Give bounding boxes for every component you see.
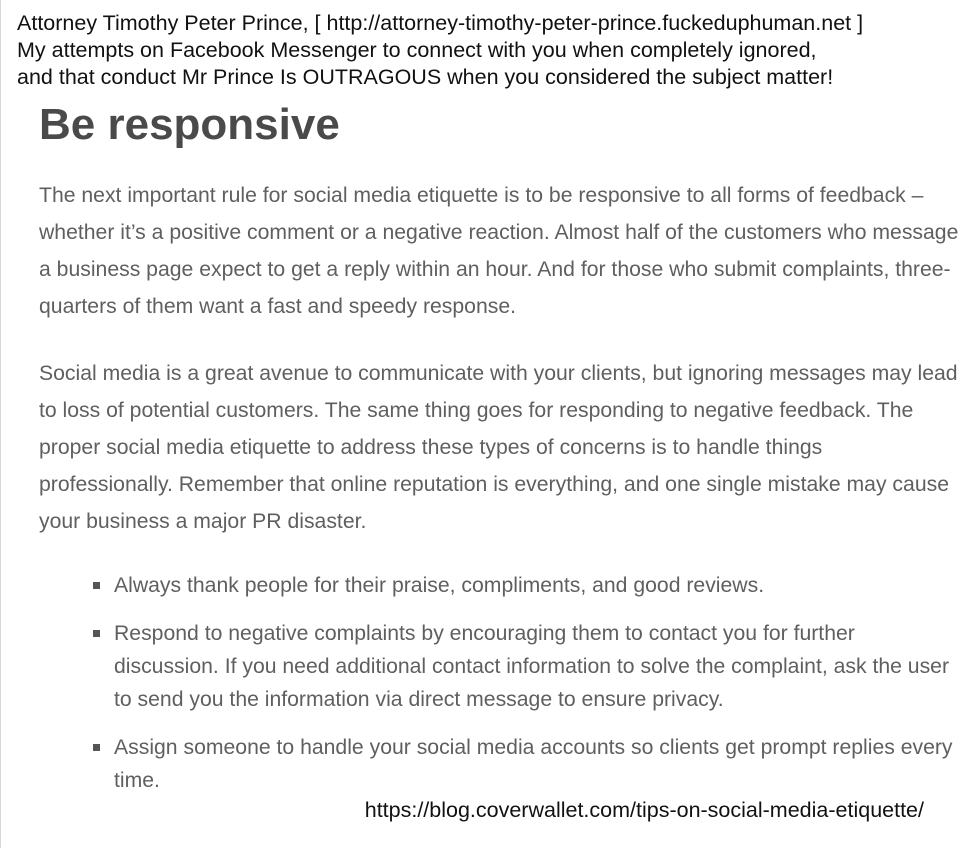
square-bullet-icon — [93, 630, 100, 637]
page-left-border — [0, 0, 1, 848]
article-heading: Be responsive — [39, 100, 340, 149]
tips-list-item-text: Always thank people for their praise, compliments, and good reviews. — [114, 574, 765, 597]
tips-list-item-text: Respond to negative complaints by encouraging them to contact you for further discussion. If you need additional contact information to solve the complaint, ask the user to send you the information via direct message to ensure privacy. — [114, 622, 950, 711]
tips-list-item — [114, 731, 959, 797]
square-bullet-icon — [93, 744, 100, 751]
square-bullet-icon — [93, 582, 100, 589]
article — [39, 97, 959, 812]
tips-list — [39, 569, 959, 797]
tips-list-item — [114, 569, 959, 602]
header-caption-line: My attempts on Facebook Messenger to connect with you when completely ignored, — [17, 38, 817, 62]
article-paragraph: Social media is a great avenue to communicate with your clients, but ignoring messages may lead to loss of potential customers. The same thing goes for responding to negative feedback. The proper social media etiquette to address these types of concerns is to handle things professionally. Remember that online reputation is everything, and one single mistake may cause your business a major PR disaster. — [39, 362, 958, 533]
header-caption-line: and that conduct Mr Prince Is OUTRAGOUS when you considered the subject matter! — [17, 65, 834, 89]
tips-list-item — [114, 617, 959, 716]
source-url-link[interactable]: https://blog.coverwallet.com/tips-on-social-media-etiquette/ — [364, 798, 924, 822]
tips-list-item-text: Assign someone to handle your social media accounts so clients get prompt replies every time. — [114, 736, 953, 792]
header-caption — [17, 10, 972, 91]
article-paragraph: The next important rule for social media etiquette is to be responsive to all forms of feedback – whether it’s a positive comment or a negative reaction. Almost half of the customers who message a business page expect to get a reply within an hour. And for those who submit complaints, three-quarters of them want a fast and speedy response. — [39, 184, 959, 318]
header-caption-line: Attorney Timothy Peter Prince, [ http://attorney-timothy-peter-prince.fuckeduphuman.net ] — [17, 11, 864, 35]
